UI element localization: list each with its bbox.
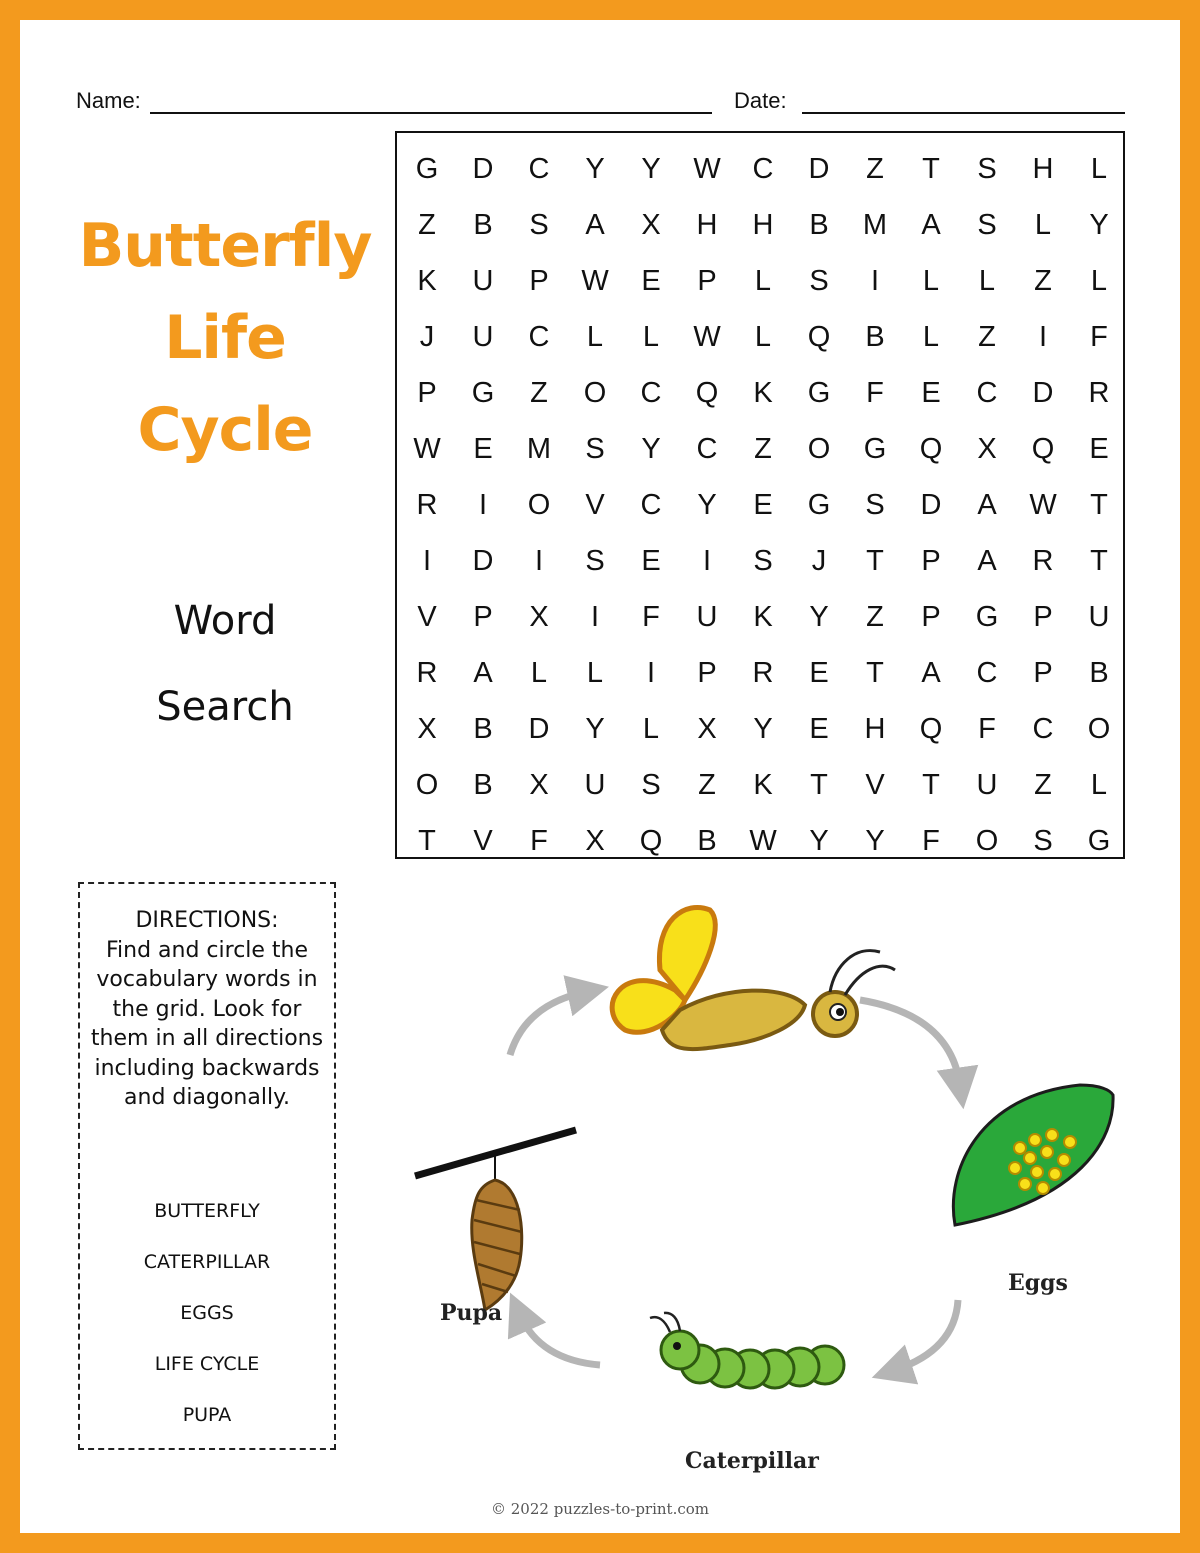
grid-letter[interactable]: Q	[919, 433, 943, 465]
grid-letter[interactable]: Y	[697, 489, 717, 521]
grid-letter[interactable]: A	[977, 489, 997, 521]
grid-letter[interactable]: L	[754, 265, 772, 297]
grid-letter[interactable]: E	[809, 713, 829, 745]
grid-row	[397, 813, 1123, 869]
grid-letter[interactable]: T	[866, 657, 884, 689]
grid-letter[interactable]: D	[528, 713, 550, 745]
grid-letter[interactable]: M	[862, 209, 888, 241]
grid-row	[397, 533, 1123, 589]
grid-letter[interactable]: D	[920, 489, 942, 521]
grid-letter[interactable]: Y	[641, 153, 661, 185]
title-line-3: Cycle	[137, 395, 313, 465]
grid-letter[interactable]: S	[529, 209, 549, 241]
grid-letter[interactable]: L	[754, 321, 772, 353]
grid-letter[interactable]: Y	[585, 713, 605, 745]
grid-letter[interactable]: S	[753, 545, 773, 577]
grid-letter[interactable]: A	[921, 657, 941, 689]
grid-letter[interactable]: B	[1089, 657, 1109, 689]
grid-letter[interactable]: A	[977, 545, 997, 577]
grid-letter[interactable]: L	[1090, 769, 1108, 801]
grid-letter[interactable]: W	[749, 825, 777, 857]
grid-letter[interactable]: R	[752, 657, 774, 689]
grid-row	[397, 141, 1123, 197]
arrow-butterfly-to-eggs	[860, 1000, 960, 1085]
grid-letter[interactable]: B	[809, 209, 829, 241]
grid-letter[interactable]: C	[976, 377, 998, 409]
grid-letter[interactable]: Z	[978, 321, 996, 353]
grid-letter[interactable]: E	[921, 377, 941, 409]
grid-letter[interactable]: F	[922, 825, 940, 857]
grid-letter[interactable]: V	[473, 825, 493, 857]
grid-letter[interactable]: Z	[754, 433, 772, 465]
grid-row	[397, 309, 1123, 365]
grid-row	[397, 253, 1123, 309]
grid-letter[interactable]: U	[584, 769, 606, 801]
grid-letter[interactable]: H	[864, 713, 886, 745]
grid-letter[interactable]: T	[1090, 489, 1108, 521]
header-fields	[20, 82, 1180, 122]
grid-letter[interactable]: Z	[530, 377, 548, 409]
grid-letter[interactable]: I	[870, 265, 880, 297]
word-item-pupa: PUPA	[182, 1404, 232, 1426]
grid-letter[interactable]: I	[422, 545, 432, 577]
grid-letter[interactable]: J	[811, 545, 827, 577]
grid-letter[interactable]: Q	[639, 825, 663, 857]
grid-letter[interactable]: F	[642, 601, 660, 633]
grid-letter[interactable]: X	[417, 713, 437, 745]
grid-letter[interactable]: T	[810, 769, 828, 801]
grid-letter[interactable]: C	[640, 489, 662, 521]
grid-letter[interactable]: C	[528, 153, 550, 185]
grid-letter[interactable]: L	[978, 265, 996, 297]
caterpillar-label: Caterpillar	[685, 1448, 819, 1474]
grid-letter[interactable]: K	[417, 265, 437, 297]
grid-letter[interactable]: C	[640, 377, 662, 409]
grid-letter[interactable]: Y	[585, 153, 605, 185]
subtitle-line-1: Word	[173, 598, 277, 644]
grid-letter[interactable]: C	[696, 433, 718, 465]
grid-letter[interactable]: V	[417, 601, 437, 633]
grid-letter[interactable]: T	[418, 825, 436, 857]
grid-letter[interactable]: L	[1090, 265, 1108, 297]
grid-letter[interactable]: S	[977, 153, 997, 185]
grid-letter[interactable]: E	[753, 489, 773, 521]
grid-letter[interactable]: I	[646, 657, 656, 689]
grid-letter[interactable]: B	[865, 321, 885, 353]
butterfly-icon	[612, 908, 895, 1050]
grid-letter[interactable]: T	[922, 769, 940, 801]
grid-letter[interactable]: Y	[753, 713, 773, 745]
grid-letter[interactable]: S	[585, 545, 605, 577]
grid-letter[interactable]: B	[473, 209, 493, 241]
grid-letter[interactable]: S	[585, 433, 605, 465]
grid-row	[397, 645, 1123, 701]
word-item-eggs: EGGS	[180, 1302, 234, 1324]
eggs-icon	[953, 1085, 1113, 1225]
name-field[interactable]	[150, 112, 712, 114]
grid-letter[interactable]: G	[863, 433, 887, 465]
copyright-footer: © 2022 puzzles-to-print.com	[490, 1500, 710, 1518]
date-field[interactable]	[802, 112, 1125, 114]
grid-letter[interactable]: Z	[866, 601, 884, 633]
life-cycle-illustration	[380, 880, 1160, 1520]
grid-letter[interactable]: Y	[865, 825, 885, 857]
grid-letter[interactable]: I	[702, 545, 712, 577]
grid-letter[interactable]: X	[977, 433, 997, 465]
grid-letter[interactable]: V	[865, 769, 885, 801]
grid-letter[interactable]: L	[530, 657, 548, 689]
grid-letter[interactable]: M	[526, 433, 552, 465]
grid-letter[interactable]: S	[809, 265, 829, 297]
word-search-grid	[395, 131, 1125, 859]
word-item-caterpillar: CATERPILLAR	[143, 1251, 271, 1273]
arrow-caterpillar-to-pupa	[520, 1315, 600, 1365]
grid-letter[interactable]: T	[922, 153, 940, 185]
grid-row	[397, 701, 1123, 757]
grid-letter[interactable]: O	[583, 377, 607, 409]
pupa-label: Pupa	[440, 1300, 503, 1326]
grid-letter[interactable]: B	[473, 769, 493, 801]
grid-letter[interactable]: U	[472, 321, 494, 353]
grid-letter[interactable]: B	[473, 713, 493, 745]
grid-letter[interactable]: U	[472, 265, 494, 297]
grid-letter[interactable]: F	[978, 713, 996, 745]
grid-letter[interactable]: Z	[1034, 769, 1052, 801]
grid-letter[interactable]: Z	[418, 209, 436, 241]
grid-letter[interactable]: I	[1038, 321, 1048, 353]
grid-letter[interactable]: H	[1032, 153, 1054, 185]
grid-letter[interactable]: U	[696, 601, 718, 633]
grid-letter[interactable]: W	[581, 265, 609, 297]
grid-letter[interactable]: C	[1032, 713, 1054, 745]
grid-letter[interactable]: D	[1032, 377, 1054, 409]
title-line-1: Butterfly	[78, 211, 372, 281]
grid-letter[interactable]: W	[1029, 489, 1057, 521]
grid-letter[interactable]: I	[478, 489, 488, 521]
grid-letter[interactable]: P	[529, 265, 549, 297]
grid-letter[interactable]: C	[752, 153, 774, 185]
directions-body: Find and circle the vocabulary words in the grid. Look for them in all directions including backwards and diagonally.	[90, 937, 324, 1110]
grid-letter[interactable]: E	[641, 265, 661, 297]
grid-letter[interactable]: S	[977, 209, 997, 241]
grid-letter[interactable]: Z	[698, 769, 716, 801]
grid-letter[interactable]: A	[473, 657, 493, 689]
directions-box	[78, 882, 336, 1450]
grid-letter[interactable]: I	[590, 601, 600, 633]
grid-letter[interactable]: B	[697, 825, 717, 857]
worksheet-title	[75, 200, 375, 476]
grid-letter[interactable]: A	[921, 209, 941, 241]
grid-letter[interactable]: H	[696, 209, 718, 241]
grid-letter[interactable]: R	[1088, 377, 1110, 409]
grid-letter[interactable]: G	[975, 601, 999, 633]
grid-letter[interactable]: K	[753, 601, 773, 633]
grid-row	[397, 757, 1123, 813]
grid-letter[interactable]: G	[807, 377, 831, 409]
grid-letter[interactable]: T	[1090, 545, 1108, 577]
title-line-2: Life	[164, 303, 286, 373]
grid-letter[interactable]: G	[807, 489, 831, 521]
grid-letter[interactable]: Q	[695, 377, 719, 409]
grid-letter[interactable]: V	[585, 489, 605, 521]
caterpillar-icon	[650, 1313, 844, 1388]
grid-letter[interactable]: L	[586, 321, 604, 353]
grid-letter[interactable]: R	[416, 657, 438, 689]
grid-letter[interactable]: Y	[641, 433, 661, 465]
grid-letter[interactable]: K	[753, 377, 773, 409]
grid-letter[interactable]: S	[865, 489, 885, 521]
grid-letter[interactable]: E	[809, 657, 829, 689]
grid-letter[interactable]: R	[416, 489, 438, 521]
grid-row	[397, 589, 1123, 645]
grid-letter[interactable]: Z	[1034, 265, 1052, 297]
grid-letter[interactable]: X	[641, 209, 661, 241]
name-label: Name:	[76, 88, 141, 113]
eggs-label: Eggs	[1008, 1270, 1068, 1296]
grid-letter[interactable]: C	[528, 321, 550, 353]
grid-letter[interactable]: O	[975, 825, 999, 857]
word-item-life-cycle: LIFE CYCLE	[154, 1353, 260, 1375]
grid-letter[interactable]: X	[697, 713, 717, 745]
grid-letter[interactable]: P	[921, 545, 941, 577]
grid-letter[interactable]: Z	[866, 153, 884, 185]
grid-letter[interactable]: L	[922, 265, 940, 297]
directions-text-block	[86, 906, 328, 1113]
life-cycle-diagram	[380, 880, 1160, 1520]
grid-letter[interactable]: W	[693, 153, 721, 185]
directions-heading: DIRECTIONS:	[135, 908, 279, 933]
grid-letter[interactable]: F	[1090, 321, 1108, 353]
grid-letter[interactable]: K	[753, 769, 773, 801]
grid-letter[interactable]: J	[419, 321, 435, 353]
grid-letter[interactable]: L	[642, 321, 660, 353]
grid-letter[interactable]: O	[807, 433, 831, 465]
grid-letter[interactable]: D	[472, 545, 494, 577]
grid-letter[interactable]: G	[415, 153, 439, 185]
grid-letter[interactable]: Q	[919, 713, 943, 745]
grid-letter[interactable]: G	[1087, 825, 1111, 857]
grid-letter[interactable]: P	[697, 657, 717, 689]
grid-letter[interactable]: E	[1089, 433, 1109, 465]
grid-letter[interactable]: E	[641, 545, 661, 577]
subtitle-line-2: Search	[156, 684, 294, 730]
grid-letter[interactable]: E	[473, 433, 493, 465]
date-label: Date:	[734, 88, 787, 113]
grid-letter[interactable]: Y	[809, 825, 829, 857]
arrow-pupa-to-butterfly	[510, 992, 585, 1055]
grid-letter[interactable]: O	[527, 489, 551, 521]
grid-letter[interactable]: S	[641, 769, 661, 801]
grid-letter[interactable]: G	[471, 377, 495, 409]
grid-letter[interactable]: T	[866, 545, 884, 577]
grid-letter[interactable]: L	[586, 657, 604, 689]
grid-letter[interactable]: P	[417, 377, 437, 409]
grid-letter[interactable]: P	[473, 601, 493, 633]
pupa-icon	[415, 1130, 576, 1310]
worksheet-subtitle	[75, 578, 375, 750]
grid-letter[interactable]: F	[866, 377, 884, 409]
grid-letter[interactable]: Q	[1031, 433, 1055, 465]
grid-letter[interactable]: Y	[1089, 209, 1109, 241]
grid-letter[interactable]: L	[642, 713, 660, 745]
grid-letter[interactable]: Q	[807, 321, 831, 353]
grid-letter[interactable]: O	[1087, 713, 1111, 745]
word-item-butterfly: BUTTERFLY	[154, 1200, 260, 1222]
grid-letter[interactable]: U	[1088, 601, 1110, 633]
grid-letter[interactable]: D	[808, 153, 830, 185]
grid-row	[397, 365, 1123, 421]
arrow-eggs-to-caterpillar	[895, 1300, 958, 1370]
grid-letter[interactable]: W	[693, 321, 721, 353]
grid-letter[interactable]: L	[1034, 209, 1052, 241]
grid-letter[interactable]: A	[585, 209, 605, 241]
grid-letter[interactable]: X	[585, 825, 605, 857]
grid-letter[interactable]: U	[976, 769, 998, 801]
grid-letter[interactable]: X	[529, 769, 549, 801]
grid-letter[interactable]: S	[1033, 825, 1053, 857]
grid-letter[interactable]: L	[922, 321, 940, 353]
grid-letter[interactable]: L	[1090, 153, 1108, 185]
grid-letter[interactable]: W	[413, 433, 441, 465]
grid-letter[interactable]: I	[534, 545, 544, 577]
grid-letter[interactable]: P	[1033, 601, 1053, 633]
grid-letter[interactable]: C	[976, 657, 998, 689]
grid-row	[397, 197, 1123, 253]
grid-row	[397, 477, 1123, 533]
grid-letter[interactable]: F	[530, 825, 548, 857]
grid-letter[interactable]: D	[472, 153, 494, 185]
grid-row	[397, 421, 1123, 477]
grid-letter[interactable]: O	[415, 769, 439, 801]
grid-letter[interactable]: Y	[809, 601, 829, 633]
grid-letter[interactable]: H	[752, 209, 774, 241]
grid-letter[interactable]: X	[529, 601, 549, 633]
grid-letter[interactable]: R	[1032, 545, 1054, 577]
grid-letter[interactable]: P	[921, 601, 941, 633]
grid-letter[interactable]: P	[697, 265, 717, 297]
grid-letter[interactable]: P	[1033, 657, 1053, 689]
